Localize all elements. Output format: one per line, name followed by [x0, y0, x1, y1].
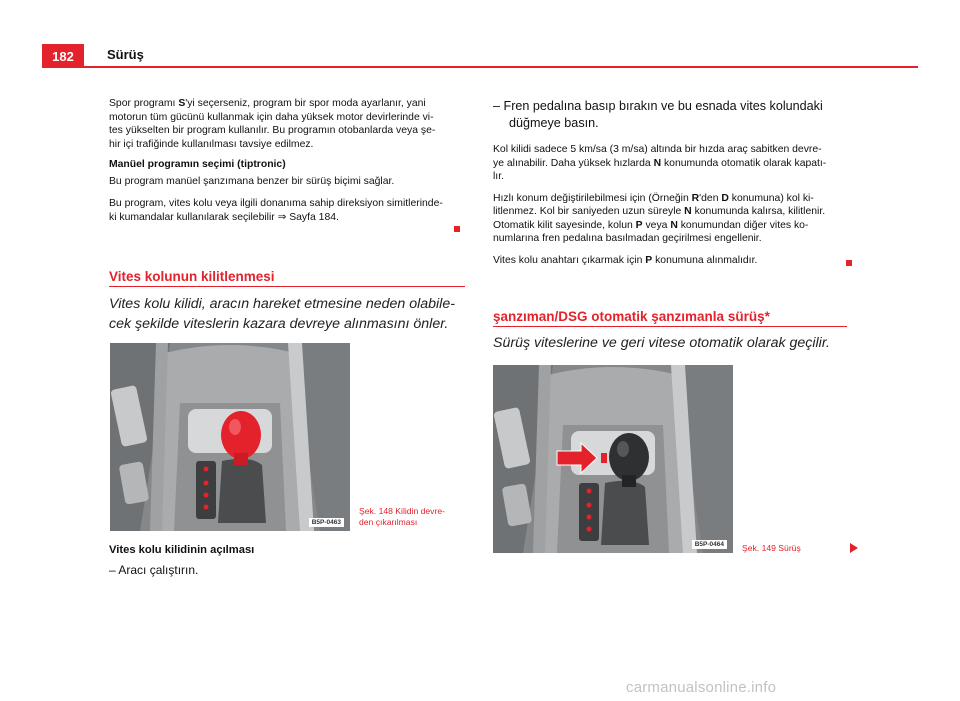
- text: düğmeye basın.: [509, 116, 599, 130]
- text: Şek. 148 Kilidin devre-: [359, 506, 445, 516]
- text: den çıkarılması: [359, 517, 418, 527]
- figure-148-image: [110, 343, 350, 531]
- gear-lever-illustration: [110, 343, 350, 531]
- step-brake-press: [493, 98, 853, 132]
- text: ye alınabilir. Daha yüksek hızlarda: [493, 157, 654, 169]
- text: konumundan diğer vites ko-: [677, 219, 809, 231]
- end-marker: [454, 226, 460, 232]
- bold-n: N: [684, 206, 692, 217]
- bold-r: R: [691, 192, 700, 204]
- text: numlarına fren pedalına basılmadan geçirilmesi engellenir.: [493, 233, 762, 244]
- manual-program-heading: Manüel programın seçimi (tiptronic): [109, 159, 286, 170]
- figure-code: B5P-0464: [692, 540, 727, 549]
- figure-code: B5P-0463: [309, 518, 344, 527]
- paragraph-selection: [109, 197, 465, 224]
- text: motorun tüm gücünü kullanmak için daha yüksek motor devirlerinde vi-: [109, 111, 434, 123]
- text: konumuna) kol ki-: [728, 192, 814, 204]
- paragraph-quick-change: [493, 192, 849, 246]
- step-start-car: – Aracı çalıştırın.: [109, 563, 199, 577]
- bold-n: N: [653, 157, 662, 169]
- section-title-dsg: şanzıman/DSG otomatik şanzımanla sürüş*: [493, 309, 770, 324]
- page-number: 182: [42, 44, 84, 68]
- paragraph-sport-program: [109, 97, 465, 151]
- paragraph-key-removal: [493, 254, 849, 268]
- text: konumunda otomatik olarak kapatı-: [661, 157, 827, 169]
- text: Vites kolu anahtarı çıkarmak için: [493, 254, 646, 266]
- text: Hızlı konum değiştirilebilmesi için (Örneğin: [493, 192, 692, 204]
- figure-148-caption: [359, 506, 469, 528]
- bold-d: D: [721, 192, 729, 204]
- text: Kol kilidi sadece 5 km/sa (3 m/sa) altında bir hızda araç sabitken devre-: [493, 144, 822, 155]
- text: veya: [642, 219, 671, 231]
- bold-p: P: [635, 219, 643, 231]
- gear-lever-illustration: [493, 365, 733, 553]
- bold-s: S: [178, 98, 186, 109]
- text: hir içi trafiğinde kullanılması tavsiye edilmez.: [109, 138, 314, 150]
- text: tes yükselten bir program kullanılır. Bu programın otobanlarda veya şe-: [109, 125, 436, 136]
- paragraph-lock-speed: [493, 143, 849, 184]
- section-title-lock: Vites kolunun kilitlenmesi: [109, 269, 275, 284]
- text: konumuna alınmalıdır.: [652, 254, 758, 266]
- unlock-heading: Vites kolu kilidinin açılması: [109, 544, 255, 556]
- page-title: Sürüş: [107, 47, 144, 62]
- manual-program-text: Bu program manüel şanzımana benzer bir sürüş biçimi sağlar.: [109, 175, 395, 187]
- text: Bu program, vites kolu veya ilgili donanıma sahip direksiyon simitlerinde-: [109, 198, 443, 209]
- text: Spor programı: [109, 98, 179, 109]
- text: konumunda kalırsa, kilitlenir.: [691, 206, 826, 217]
- text: 'yi seçerseniz, program bir spor moda ayarlanır, yani: [185, 98, 426, 109]
- text: litlenmez. Kol bir saniyeden uzun süreyle: [493, 206, 685, 217]
- text: Vites kolu kilidi, aracın hareket etmesine neden olabile-: [109, 296, 455, 312]
- right-column-text: [493, 143, 849, 267]
- bold-n: N: [670, 219, 678, 231]
- text: – Fren pedalına basıp bırakın ve bu esnada vites kolundaki: [493, 99, 823, 113]
- section-intro-lock: [109, 294, 469, 334]
- figure-149-caption: Şek. 149 Sürüş: [742, 543, 801, 553]
- bold-p: P: [645, 254, 653, 266]
- section-rule: [493, 326, 847, 327]
- end-marker: [846, 260, 852, 266]
- figure-149-image: [493, 365, 733, 553]
- header-rule: [84, 66, 918, 68]
- continue-arrow-icon: [850, 543, 858, 553]
- page-link[interactable]: ki kumandalar kullanılarak seçilebilir ⇒ Sayfa 184.: [109, 211, 339, 223]
- text: cek şekilde viteslerin kazara devreye alınmasını önler.: [109, 316, 449, 332]
- text: Otomatik kilit sayesinde, kolun: [493, 219, 636, 231]
- watermark: carmanualsonline.info: [626, 679, 777, 696]
- section-intro-dsg: Sürüş viteslerine ve geri vitese otomatik olarak geçilir.: [493, 335, 830, 351]
- left-column: [109, 97, 465, 224]
- section-rule: [109, 286, 465, 287]
- text: lır.: [493, 171, 504, 182]
- text: 'den: [699, 192, 722, 204]
